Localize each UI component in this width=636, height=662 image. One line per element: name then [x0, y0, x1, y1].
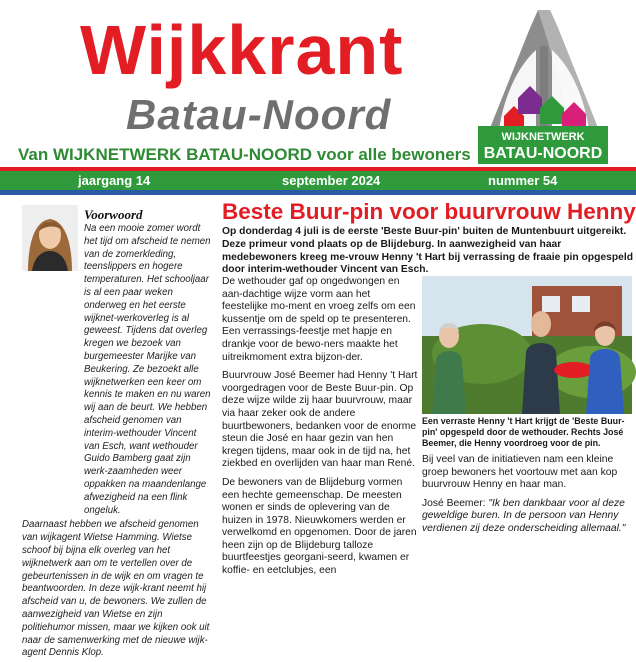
- logo-line2: BATAU-NOORD: [483, 145, 603, 162]
- voorwoord-paragraph: Na een mooie zomer wordt het tijd om afscheid te nemen van de zomerkleding, teenslippers en hogere temperaturen. Het schooljaar is al een paar weken onderweg en het eerste wijknet-werkoverleg is al geweest. Tijdens dat overleg kregen we bezoek van burgemeester Marijke van Beukering. Ze bezoekt alle wijknetwerken een keer om kennis te maken en nu waren wij aan de beurt. We hebben afscheid genomen van interim-wethouder Vincent van Esch, want wethouder Guido Bamberg gaat zijn werk-zaamheden weer oppakken na maandenlange afwezigheid na een flink ongeluk.: [84, 223, 211, 516]
- date-label: september 2024: [282, 173, 381, 188]
- article-column-left: [222, 276, 418, 584]
- article-paragraph: Bij veel van de initiatieven nam een kleine groep bewoners het voortouw met aan kop buurvrouw Henny en haar man.: [422, 454, 618, 491]
- logo-line1: WIJKNETWERK: [501, 131, 585, 143]
- edition-info-bar: [0, 171, 636, 190]
- article-photo: [422, 276, 632, 414]
- quote-speaker: José Beemer:: [422, 497, 489, 509]
- masthead-tagline: Van WIJKNETWERK BATAU-NOORD voor alle bewoners: [18, 145, 471, 164]
- article-quote: [422, 498, 632, 536]
- photo-caption: Een verraste Henny 't Hart krijgt de 'Beste Buur-pin' opgespeld door de wethouder. Rechts José Beemer, die Henny voordroeg voor de pin.: [422, 416, 625, 448]
- article-lead: Op donderdag 4 juli is de eerste 'Beste Buur-pin' buiten de Muntenbuurt uitgereikt. Deze primeur vond plaats op de Blijdeburg. In aanwezigheid van haar medebewoners kreeg me-vrouw Henny 't Hart bij verrassing de fraaie pin opgespeld door interim-wethouder Vincent van Esch.: [222, 226, 634, 276]
- voorwoord-text: [22, 223, 212, 662]
- masthead: [0, 0, 636, 168]
- masthead-rule-blue: [0, 190, 636, 195]
- volume-label: jaargang 14: [78, 173, 151, 188]
- voorwoord-heading: Voorwoord: [84, 207, 143, 222]
- article-column-right: [422, 454, 632, 542]
- wijknetwerk-logo: [478, 6, 608, 164]
- article-paragraph: De bewoners van de Blijdeburg vormen een hechte gemeenschap. De meesten wonen er sinds de oplevering van de huizen in 1978. Nieuwkomers werden er verwelkomd en opgenomen. Door de jaren heen zijn op de Blijdeburg talloze buurtfeestjes georgani-seerd, kwamen er koffie- en eetclubjes, een: [222, 476, 417, 577]
- newspaper-title: Wijkkrant: [80, 11, 404, 89]
- article-title: Beste Buur-pin voor buurvrouw Henny: [222, 199, 636, 224]
- article-paragraph: Buurvrouw José Beemer had Henny 't Hart voorgedragen voor de Beste Buur-pin. Op deze wijze wilde zij haar buurvrouw, maar via haar zeker ook de andere buurtbewoners, bedanken voor de enorme steun die José en haar gezin van hen kregen tijdens, maar ook in de tijd na, het ziekbed en overlijden van haar man René.: [222, 370, 418, 470]
- issue-label: nummer 54: [488, 173, 558, 188]
- article-paragraph: De wethouder gaf op ongedwongen en aan-dachtige wijze vorm aan het feestelijke mo-ment en vroeg zelfs om een kussentje om de speld op te presenteren. Een verrassings-feestje met hapje en drankje voor de bewo-ners maakte het uitreikmoment extra bijzon-der.: [222, 276, 416, 363]
- newspaper-subtitle: Batau-Noord: [126, 91, 392, 138]
- quote-text: "Ik ben dankbaar voor al deze geweldige buren. In de persoon van Henny verdienen zij deze onderscheiding allemaal.": [422, 497, 626, 534]
- voorwoord-paragraph: Daarnaast hebben we afscheid genomen van wijkagent Wietse Hamming. Wietse schoof bij bijna elk overleg van het wijknetwerk aan om te vertellen over de gebeurtenissen in de wijk en om vragen te beantwoorden. In deze wijk-krant neemt hij afscheid van u, de bewoners. We zullen de aanwezigheid van Wietse en zijn politiehumor missen, maar we kijken ook uit naar de samenwerking met de nieuwe wijk-agent Dennis Klop.: [22, 519, 210, 659]
